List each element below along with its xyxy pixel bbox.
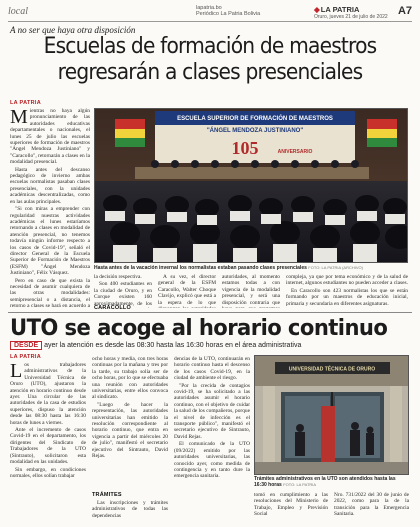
story1-column-1: M ientras no haya algún pronunciamiento de las autoridades educativas departamentales o nacionales, el lunes 25 de julio las escuelas superiores de formación de maestros "Ángel Mendoza Justiniano" y "Caracollo", retornarán a clases en la modalidad presencial. Hasta antes del descanso pedagógico de invierno ambas escuelas normalistas pasaban clases presenciales, con la unidades académicas descentralizadas, como en las aulas principales. "Si con miras a emprender con regularidad nuestras actividades académicas el lunes estaríamos retornando a clases en modalidad de atención presencial, no tenemos todavía ningún informe respecto a los casos de Covid-19", señaló el director General de la Escuela Superior de Formación de Maestros (ESFM) "Ángel Mendoza Justiniano", Félix Vásquez. Pero en caso de que exista la necesidad de asumir cualquiera de las otras modalidades: semipresencial o a distancia, el retorno a clases se hará en acuerdo a [10, 108, 90, 308]
building-sign: UNIVERSIDAD TÉCNICA DE ORURO [288, 366, 376, 373]
story1-column-4: autoridades, al momento estamos todas a con vigencia de la modalidad presencial, y será una disposición contraria que [222, 274, 280, 306]
story2-subhead-tramites: TRÁMITES [92, 492, 122, 498]
brand-mark-icon: ◆ [314, 5, 320, 14]
story1-column-5: compleja, ya que por tema económico y de la salud de internet, algunos estudiantes no pueden acceder a clases. En Caracollo son 423 normalistas los que se están formando por un maestros de educación inicial, primaria y secundaria en diferentes asignaturas. [286, 274, 408, 307]
banner-number: 105 [231, 138, 259, 158]
header-tagline: Periódico La Patria Bolivia [196, 11, 261, 17]
story2-column-3: dencias de la UTO, continuarán en horario continuo hasta el descenso de los casos Covid-19, en la ciudad de ambiente el riesgo. "Por la crecida de contagios covid-19, se ha solicitado a las autoridades asumir el horario continuo, con el objetivo de cuidar la salud de los compañeros, porque el nivel de infección es el transporte público", manifestó el secretario ejecutivo de Sintrauto, David Rejas. El comunicado de la UTO (09/2022) emitido por las autoridades universitarias, las conocido ayer, como medida de contingencia y en tanto dure la emergencia sanitaria. [174, 356, 250, 480]
story2-photo [254, 355, 409, 475]
page-number: A7 [397, 5, 412, 17]
header-url[interactable]: lapatria.bo [196, 5, 222, 11]
dropcap: L [10, 362, 23, 382]
story2-headline: UTO se acoge al horario continuo [10, 316, 388, 341]
banner-line-1: ESCUELA SUPERIOR DE FORMACIÓN DE MAESTROS [177, 116, 333, 122]
story1-subhead-caracollo: CARACOLLO [94, 305, 131, 311]
story2-column-4: tomó en cumplimiento a las resoluciones del Ministerio de Trabajo, Empleo y Previsión Social [254, 492, 328, 518]
banner-line-2: "ÁNGEL MENDOZA JUSTINIANO" [206, 128, 304, 134]
story2-photo-caption: Trámites administrativos en la UTO son atendidos hasta las 16:30 horas FOTO: LA PATRIA [254, 476, 396, 488]
deck-tag: DESDE [10, 341, 42, 350]
story2-column-1: L os trabajadores administrativos de la Universidad Técnica de Oruro (UTO), ajustaron la atención en horario continuo desde ayer. Una circular de las autoridades de la casa de estudios superiores, dispuso la atención desde las 08:30 hasta las 16:30 horas de lunes a viernes. Ante el incremento de casos Covid-19 en el departamento, los dirigentes del Sindicato de Trabajadores de la UTO (Sintrauto), solicitaron esta modalidad en las unidades. Sin embargo, en condiciones normales, ellos solían trabajar [10, 362, 86, 479]
page-header [8, 4, 412, 22]
dropcap: M [10, 108, 28, 128]
story1-column-2: la decisión respectiva. Son 400 estudiantes en la ciudad de Oruro, y en Corque existen 160 aproximadamente, de los [94, 274, 152, 307]
story2-byline: LA PATRIA [10, 354, 42, 360]
story1-photo [94, 108, 408, 263]
story1-byline: LA PATRIA [10, 100, 42, 106]
story1-headline: Escuelas de formación de maestros regresarán a clases presenciales [43, 34, 377, 85]
header-website [196, 5, 260, 17]
banner-line-3: ANIVERSARIO [277, 149, 313, 155]
section-label: local [8, 6, 28, 17]
story1-photo-caption: Hasta antes de la vacación invernal los normalistas estaban pasando clases presenciales FOTO: LA PATRIA (ARCHIVO) [94, 265, 363, 271]
university-building-image [255, 356, 409, 475]
story-divider [8, 312, 412, 313]
ceremony-photo-image [95, 109, 408, 263]
story2-column-2: ocho horas y media, con tres horas continuas por la mañana y tres por la tarde, su trabajo solía ser de ocho horas, por lo que se efectuaba una reunión con autoridades universitarias, entre ellos convoca al sindicato. "Luego de hacer la representación, las autoridades universitarias han emitido la resolución correspondiente al horario continuo, que entra en vigencia a partir del miércoles 20 de julio", manifestó el secretario ejecutivo del Sintrauto, David Rejas. [92, 356, 168, 460]
brand-logo: ◆LA PATRIA [314, 5, 360, 14]
story2-column-2b: Las inscripciones y trámites administrativos de todas las dependencias [92, 500, 168, 519]
story1-kicker: A no ser que haya otra disposición [10, 25, 136, 35]
story2-deck: DESDE ayer la atención es desde las 08:30 hasta las 16:30 horas en el área administrativa [10, 341, 301, 350]
story1-column-3: A su vez, el director general de la ESFM Caracollo, Walter Choque Clavijo, explicó que está a la espera de lo que [158, 274, 216, 306]
story2-column-5: Nro. 731/2022 del 30 de junio de 2022, como para la de la transición para la Emergencia Sanitaria. [334, 492, 409, 518]
edition-date: Oruro, jueves 21 de julio de 2022 [314, 14, 388, 20]
